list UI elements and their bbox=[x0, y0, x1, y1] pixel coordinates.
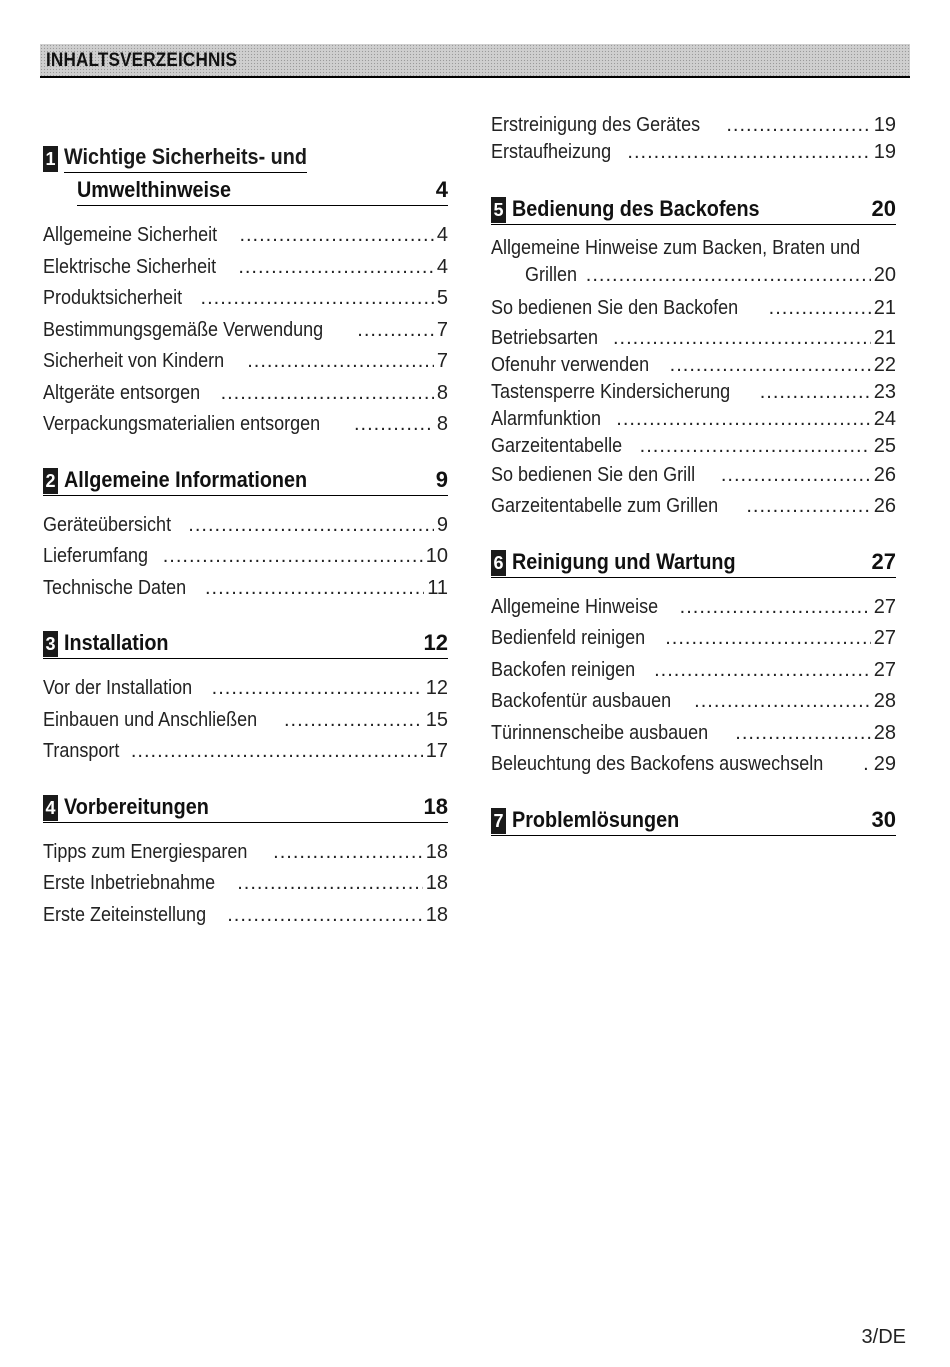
section-title: Reinigung und Wartung bbox=[512, 548, 736, 574]
toc-entry[interactable] bbox=[43, 283, 448, 315]
toc-entry[interactable] bbox=[491, 235, 896, 262]
entry-page: 22 bbox=[873, 353, 896, 376]
toc-entry[interactable] bbox=[43, 510, 448, 542]
entry-page: 11 bbox=[427, 576, 448, 599]
entry-text: Garzeitentabelle bbox=[491, 434, 623, 457]
section-number-badge: 6 bbox=[491, 550, 506, 576]
toc-entry[interactable] bbox=[491, 433, 896, 460]
section-title: Problemlösungen bbox=[512, 806, 680, 832]
leader-dots bbox=[357, 315, 434, 347]
entry-page: 18 bbox=[425, 872, 448, 894]
toc-entry[interactable] bbox=[43, 409, 448, 441]
section-number-badge: 5 bbox=[491, 197, 506, 223]
leader-dots bbox=[680, 592, 871, 624]
entry-text: Altgeräte entsorgen bbox=[43, 381, 201, 404]
section-number-badge: 4 bbox=[43, 795, 58, 821]
section-title: Umwelthinweise bbox=[77, 177, 232, 202]
entry-page: 8 bbox=[436, 381, 448, 404]
entry-page: 21 bbox=[873, 326, 896, 349]
entry-page: 27 bbox=[873, 658, 896, 681]
entry-text: Erste Zeiteinstellung bbox=[43, 903, 207, 926]
toc-entry[interactable] bbox=[491, 406, 896, 433]
entry-text: Produktsicherheit bbox=[43, 287, 183, 309]
entry-text: Transport bbox=[43, 740, 120, 762]
leader-dots bbox=[627, 139, 870, 166]
entry-page: 29 bbox=[873, 753, 896, 775]
toc-entry[interactable] bbox=[43, 868, 448, 900]
entry-page: 27 bbox=[873, 595, 896, 618]
toc-right-column bbox=[491, 112, 896, 836]
toc-entry[interactable] bbox=[43, 705, 448, 737]
toc-entry[interactable] bbox=[43, 541, 448, 573]
entry-text: Backofen reinigen bbox=[491, 658, 636, 681]
section-page: 30 bbox=[871, 806, 896, 832]
toc-entry[interactable] bbox=[491, 293, 896, 325]
entry-page: 21 bbox=[873, 297, 896, 319]
entry-page: 19 bbox=[873, 114, 896, 136]
toc-entries bbox=[43, 837, 448, 932]
section-title: Installation bbox=[64, 630, 169, 655]
entry-text: Betriebsarten bbox=[491, 326, 599, 349]
leader-dots bbox=[726, 112, 870, 139]
entry-page: 24 bbox=[873, 407, 896, 430]
entry-text: Ofenuhr verwenden bbox=[491, 353, 650, 376]
leader-dots bbox=[237, 868, 423, 900]
entry-text: Allgemeine Hinweise zum Backen, Braten und bbox=[491, 237, 861, 259]
entry-page: 12 bbox=[425, 677, 448, 699]
leader-dots bbox=[212, 673, 423, 705]
toc-section-5-title[interactable] bbox=[491, 194, 896, 225]
section-title: Wichtige Sicherheits- und bbox=[64, 142, 307, 173]
section-title: Bedienung des Backofens bbox=[512, 196, 760, 221]
page-title: INHALTSVERZEICHNIS bbox=[46, 50, 238, 71]
entry-page: 26 bbox=[873, 463, 896, 486]
leader-dots bbox=[613, 325, 871, 352]
leader-dots bbox=[670, 352, 871, 379]
entry-text: Technische Daten bbox=[43, 576, 187, 599]
page-number: 3/DE bbox=[861, 1326, 906, 1348]
leader-dots bbox=[769, 293, 871, 325]
page-header-bar bbox=[40, 44, 910, 78]
toc-entries bbox=[43, 510, 448, 605]
leader-dots bbox=[239, 220, 433, 252]
leader-dots bbox=[735, 718, 870, 750]
section-number-badge: 2 bbox=[43, 468, 58, 494]
entry-text: Türinnenscheibe ausbauen bbox=[491, 721, 709, 744]
entry-text: Erstaufheizung bbox=[491, 141, 612, 163]
leader-dots bbox=[205, 573, 424, 605]
toc-entry[interactable] bbox=[491, 686, 896, 718]
toc-section-4-title[interactable] bbox=[43, 792, 448, 823]
toc-entry[interactable] bbox=[491, 352, 896, 379]
leader-dots bbox=[131, 736, 423, 768]
leader-dots bbox=[201, 283, 434, 315]
toc-entry[interactable] bbox=[491, 460, 896, 492]
entry-page: 28 bbox=[873, 721, 896, 744]
entry-text: Geräteübersicht bbox=[43, 513, 172, 536]
leader-dots bbox=[273, 837, 423, 869]
toc-entries bbox=[43, 673, 448, 768]
leader-dots bbox=[188, 510, 434, 542]
leader-dots bbox=[665, 623, 871, 655]
toc-entry[interactable] bbox=[43, 900, 448, 932]
section-page: 18 bbox=[423, 793, 448, 819]
toc-entry[interactable] bbox=[491, 112, 896, 139]
entry-text: Erstreinigung des Gerätes bbox=[491, 114, 701, 136]
leader-dots bbox=[247, 346, 434, 378]
toc-section-7-title[interactable] bbox=[491, 805, 896, 836]
entry-text: Vor der Installation bbox=[43, 677, 193, 699]
leader-dots bbox=[284, 705, 423, 737]
leader-dots bbox=[354, 409, 434, 441]
entry-text: Erste Inbetriebnahme bbox=[43, 872, 216, 894]
toc-entry[interactable] bbox=[491, 139, 896, 166]
leader-dots bbox=[163, 541, 423, 573]
section-title-line1[interactable] bbox=[43, 142, 448, 173]
toc-entry[interactable] bbox=[491, 749, 896, 781]
leader-dots bbox=[694, 686, 871, 718]
section-title: Vorbereitungen bbox=[64, 793, 209, 819]
toc-section-3-title[interactable] bbox=[43, 628, 448, 659]
leader-dots bbox=[640, 433, 871, 460]
leader-dots bbox=[863, 749, 871, 781]
section-title-line2[interactable] bbox=[77, 175, 448, 206]
entry-page: 7 bbox=[436, 318, 448, 341]
section-page: 4 bbox=[435, 177, 448, 202]
toc-section-2-title[interactable] bbox=[43, 465, 448, 496]
toc-entries bbox=[491, 112, 896, 166]
section-page: 12 bbox=[423, 630, 448, 655]
toc-entry[interactable] bbox=[43, 252, 448, 284]
section-number-badge: 3 bbox=[43, 631, 58, 657]
entry-text: Allgemeine Hinweise bbox=[491, 595, 659, 618]
toc-entry[interactable] bbox=[43, 573, 448, 605]
toc-entry[interactable] bbox=[491, 623, 896, 655]
entry-text: Sicherheit von Kindern bbox=[43, 350, 225, 372]
toc-entry[interactable] bbox=[491, 379, 896, 406]
entry-text: So bedienen Sie den Backofen bbox=[491, 297, 739, 319]
section-title: Allgemeine Informationen bbox=[64, 466, 308, 492]
toc-entry[interactable] bbox=[43, 315, 448, 347]
entry-text: Beleuchtung des Backofens auswechseln bbox=[491, 753, 824, 775]
entry-page: 5 bbox=[436, 287, 448, 309]
leader-dots bbox=[746, 491, 870, 523]
section-page: 20 bbox=[871, 196, 896, 221]
entry-text: Lieferumfang bbox=[43, 545, 149, 567]
toc-entry[interactable] bbox=[43, 346, 448, 378]
entry-text: Backofentür ausbauen bbox=[491, 690, 672, 712]
entry-page: 4 bbox=[436, 224, 448, 246]
toc-entry[interactable] bbox=[43, 220, 448, 252]
toc-left-column bbox=[43, 142, 448, 931]
section-number-badge: 7 bbox=[491, 808, 506, 834]
toc-entry[interactable] bbox=[491, 262, 896, 289]
leader-dots bbox=[654, 655, 871, 687]
entry-text: Grillen bbox=[525, 264, 578, 286]
leader-dots bbox=[616, 406, 870, 433]
entry-text: Tipps zum Energiesparen bbox=[43, 840, 248, 863]
toc-entries bbox=[491, 235, 896, 523]
toc-entry[interactable] bbox=[43, 673, 448, 705]
toc-entry[interactable] bbox=[491, 718, 896, 750]
toc-entries bbox=[491, 592, 896, 781]
entry-text: So bedienen Sie den Grill bbox=[491, 463, 696, 486]
section-number-badge: 1 bbox=[43, 146, 58, 172]
entry-page: 20 bbox=[873, 264, 896, 286]
entry-text: Garzeitentabelle zum Grillen bbox=[491, 495, 719, 517]
entry-text: Einbauen und Anschließen bbox=[43, 708, 258, 731]
entry-page: 28 bbox=[873, 690, 896, 712]
entry-page: 19 bbox=[873, 141, 896, 163]
entry-page: 17 bbox=[425, 740, 448, 762]
entry-page: 25 bbox=[873, 434, 896, 457]
leader-dots bbox=[227, 900, 423, 932]
entry-text: Bestimmungsgemäße Verwendung bbox=[43, 318, 324, 341]
entry-text: Bedienfeld reinigen bbox=[491, 627, 646, 649]
toc-entry[interactable] bbox=[43, 736, 448, 768]
entry-page: 27 bbox=[873, 627, 896, 649]
section-page: 27 bbox=[871, 548, 896, 574]
entry-page: 9 bbox=[436, 513, 448, 536]
entry-page: 4 bbox=[436, 255, 448, 278]
toc-section-6-title[interactable] bbox=[491, 547, 896, 578]
entry-text: Verpackungsmaterialien entsorgen bbox=[43, 413, 321, 435]
entry-page: 26 bbox=[873, 495, 896, 517]
toc-entries bbox=[43, 220, 448, 441]
section-page: 9 bbox=[435, 466, 448, 492]
toc-entry[interactable] bbox=[43, 837, 448, 869]
toc-entry[interactable] bbox=[491, 592, 896, 624]
entry-page: 10 bbox=[425, 545, 448, 567]
entry-page: 8 bbox=[436, 413, 448, 435]
leader-dots bbox=[221, 378, 434, 410]
leader-dots bbox=[586, 262, 871, 289]
toc-entry[interactable] bbox=[491, 325, 896, 352]
entry-page: 15 bbox=[425, 708, 448, 731]
leader-dots bbox=[721, 460, 871, 492]
entry-text: Allgemeine Sicherheit bbox=[43, 224, 218, 246]
entry-text: Tastensperre Kindersicherung bbox=[491, 380, 731, 403]
entry-page: 23 bbox=[873, 380, 896, 403]
leader-dots bbox=[238, 252, 434, 284]
toc-entry[interactable] bbox=[43, 378, 448, 410]
entry-page: 18 bbox=[425, 903, 448, 926]
entry-text: Elektrische Sicherheit bbox=[43, 255, 217, 278]
entry-page: 18 bbox=[425, 840, 448, 863]
entry-page: 7 bbox=[436, 350, 448, 372]
toc-entry[interactable] bbox=[491, 655, 896, 687]
entry-text: Alarmfunktion bbox=[491, 407, 602, 430]
leader-dots bbox=[760, 379, 871, 406]
toc-entry[interactable] bbox=[491, 491, 896, 523]
toc-section-1 bbox=[43, 142, 448, 206]
